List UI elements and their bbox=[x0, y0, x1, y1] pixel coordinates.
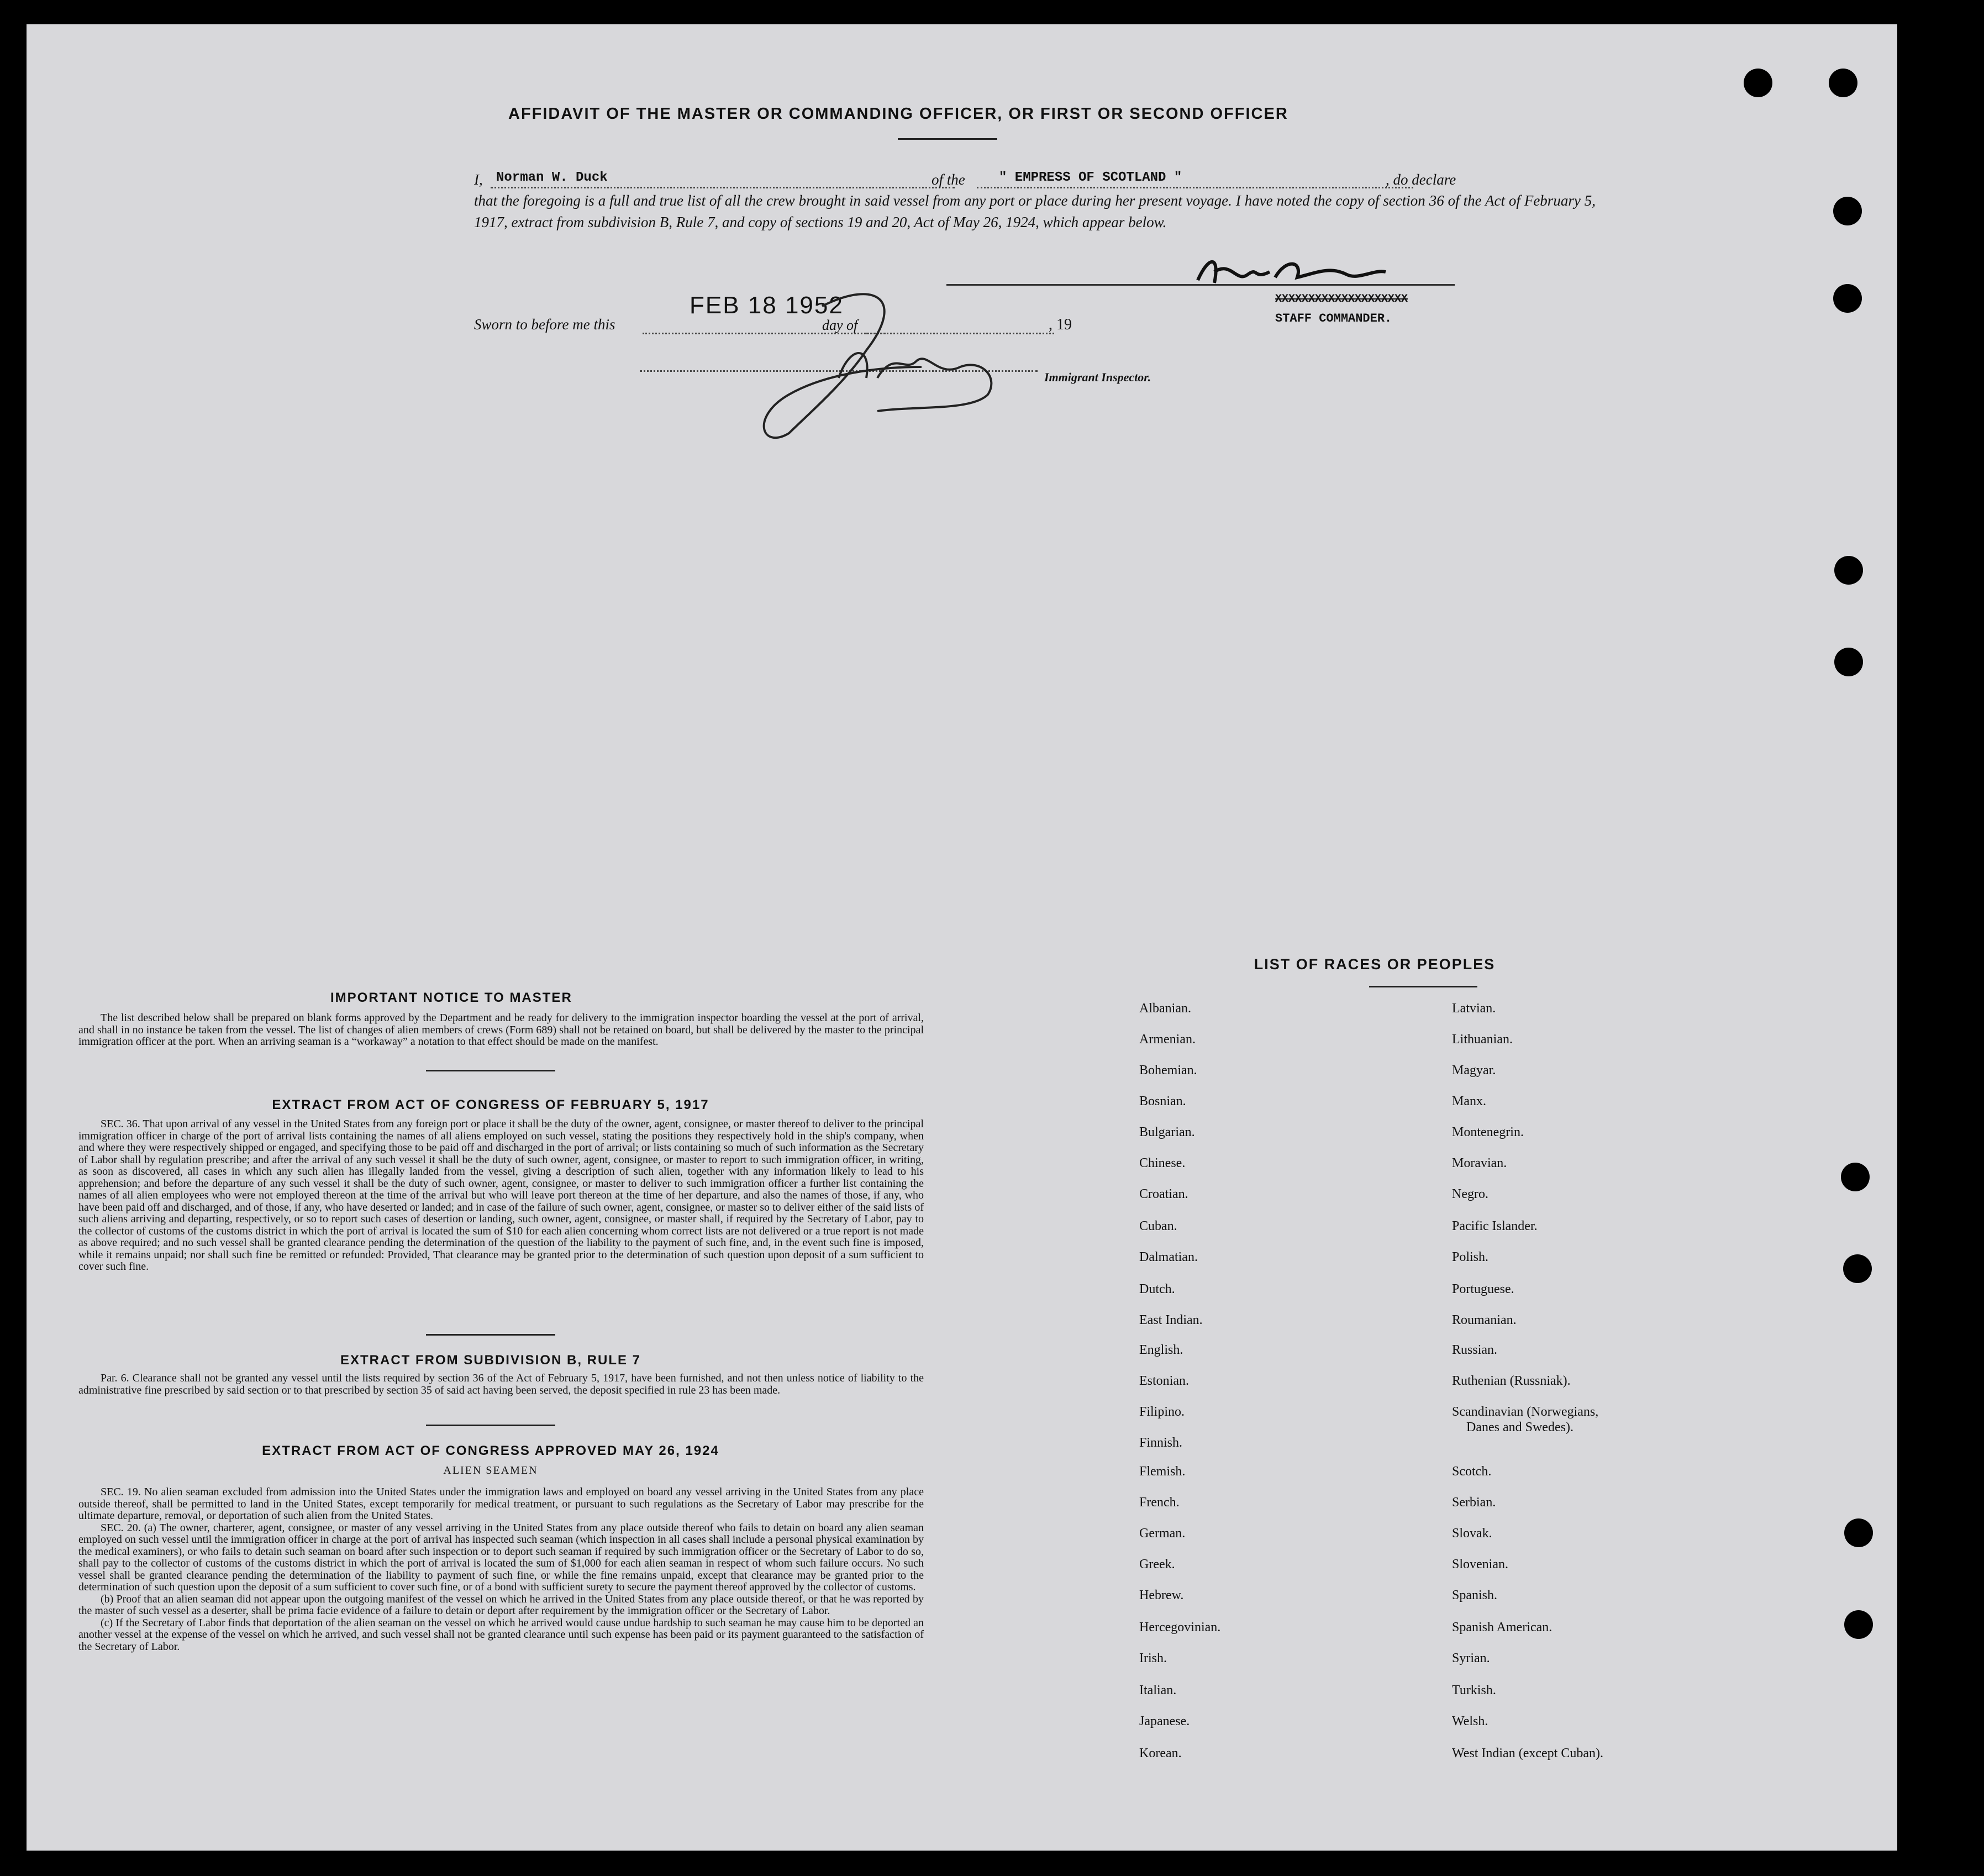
race-item: Bosnian. bbox=[1139, 1094, 1186, 1108]
sworn-prefix: Sworn to before me this bbox=[474, 316, 615, 333]
race-item: Armenian. bbox=[1139, 1032, 1196, 1047]
race-item: Magyar. bbox=[1452, 1063, 1496, 1078]
extract-1924-title: EXTRACT FROM ACT OF CONGRESS APPROVED MAY 26, 1924 bbox=[262, 1443, 719, 1458]
race-item: Ruthenian (Russniak). bbox=[1452, 1374, 1571, 1388]
inspector-signature bbox=[739, 284, 1027, 450]
binder-hole bbox=[1833, 197, 1862, 225]
race-item: Spanish American. bbox=[1452, 1620, 1553, 1635]
race-item: Bulgarian. bbox=[1139, 1125, 1195, 1139]
race-item: Welsh. bbox=[1452, 1714, 1488, 1728]
affidavit-title: AFFIDAVIT OF THE MASTER OR COMMANDING OFFICER, OR FIRST OR SECOND OFFICER bbox=[508, 105, 1288, 123]
race-item: Montenegrin. bbox=[1452, 1125, 1524, 1139]
binder-hole bbox=[1744, 69, 1772, 97]
race-item: Filipino. bbox=[1139, 1405, 1185, 1419]
race-item: Croatian. bbox=[1139, 1187, 1188, 1201]
race-item: Spanish. bbox=[1452, 1588, 1498, 1602]
race-item: Chinese. bbox=[1139, 1156, 1186, 1170]
binder-hole bbox=[1844, 1610, 1873, 1639]
race-item: Scotch. bbox=[1452, 1464, 1492, 1479]
sec20b-paragraph: (b) Proof that an alien seaman did not appear upon the outgoing manifest of the vessel on which he arrived in the United States from any place outside thereof, or that he was reported by the master of such vessel as a deserter, shall be prima facie evidence of a failure to detain or deport after requirement by the immigration officer or the Secretary of Labor. bbox=[78, 1593, 924, 1617]
race-item: Lithuanian. bbox=[1452, 1032, 1513, 1047]
notice-text bbox=[78, 1012, 924, 1048]
officer-title: STAFF COMMANDER. bbox=[1275, 312, 1392, 325]
rule7-title: EXTRACT FROM SUBDIVISION B, RULE 7 bbox=[340, 1353, 641, 1368]
affidavit-line1-mid: of the bbox=[932, 171, 965, 188]
race-item: Cuban. bbox=[1139, 1219, 1177, 1233]
sec19-paragraph: SEC. 19. No alien seaman excluded from admission into the United States under the immigration laws and employed on board any vessel arriving in the United States from any place outside thereof, shall be permitted to land in the United States, except temporarily for medical treatment, or pursuant to such regulations as the Secretary of Labor may prescribe for the ultimate departure, removal, or deportation of such alien from the United States. bbox=[78, 1486, 924, 1522]
race-item: Syrian. bbox=[1452, 1651, 1490, 1665]
binder-hole bbox=[1844, 1518, 1873, 1547]
race-item: French. bbox=[1139, 1495, 1180, 1510]
race-item: Finnish. bbox=[1139, 1436, 1183, 1450]
race-item: Hercegovinian. bbox=[1139, 1620, 1221, 1635]
race-item: Greek. bbox=[1139, 1557, 1175, 1572]
extract-1917-text bbox=[78, 1118, 924, 1273]
sec20c-paragraph: (c) If the Secretary of Labor finds that deportation of the alien seaman on the vessel on which he arrived would cause undue hardship to such seaman he may cause him to be deported an another vessel at the expense of the vessel on which he arrived, and such vessel shall not be granted clearance until such expense has been paid or its payment guaranteed to the satisfaction of the Secretary of Labor. bbox=[78, 1616, 924, 1653]
binder-hole bbox=[1843, 1254, 1872, 1283]
race-item: East Indian. bbox=[1139, 1313, 1203, 1327]
race-item: Slovenian. bbox=[1452, 1557, 1508, 1572]
master-signature bbox=[1192, 250, 1391, 294]
notice-paragraph: The list described below shall be prepared on blank forms approved by the Department and be ready for delivery to the immigration inspector boarding the vessel at the port of arrival, and shall in no instance be taken from the vessel. The list of changes of alien members of crews (Form 689) shall not be retained on board, but shall be delivered by the master to the principal immigration officer at the port. When an arriving seaman is a “workaway” a notation to that effect should be made on the manifest. bbox=[78, 1012, 924, 1048]
race-item: English. bbox=[1139, 1343, 1183, 1357]
binder-hole bbox=[1834, 648, 1863, 676]
race-item: Dutch. bbox=[1139, 1282, 1175, 1296]
race-item: Scandinavian (Norwegians, bbox=[1452, 1405, 1599, 1419]
race-item: Italian. bbox=[1139, 1683, 1177, 1698]
race-item: Slovak. bbox=[1452, 1526, 1492, 1541]
race-item: Dalmatian. bbox=[1139, 1250, 1198, 1264]
extract-1917-paragraph: SEC. 36. That upon arrival of any vessel in the United States from any foreign port or place it shall be the duty of the owner, agent, consignee, or master thereof to deliver to the principal immigration officer in charge of the port of arrival lists containing the names of all aliens employed on such vessel, stating the positions they respectively hold in the ship's company, when and where they were respectively shipped or engaged, and specifying those to be paid off and discharged in the port of arrival; or lists containing so much of such information as the Secretary of Labor shall by regulation prescribe; and after the arrival of any such vessel it shall be the duty of such owner, agent, consignee, or master to report to such immigration officer, in writing, as soon as discovered, all cases in which any such alien has illegally landed from the vessel, giving a description of such alien, together with any information likely to lead to his apprehension; and before the departure of any such vessel it shall be the duty of such owner, agent, consignee, or master to deliver to such immigration officer a further list containing the names of all alien employees who were not employed thereon at the time of the arrival but who will leave port thereon at the time of her departure, and also the names of those, if any, who have been paid off and discharged, and of those, if any, who have deserted or landed; and in case of the failure of such owner, agent, consignee, or master so to deliver either of the said lists of such aliens arriving and departing, respectively, or so to report such cases of desertion or landing, such owner, agent, consignee, or master shall, if required by the Secretary of Labor, pay to the collector of customs of the customs district in which the port of arrival is located the sum of $10 for each alien concerning whom correct lists are not delivered or a true report is not made as above required; and no such vessel shall be granted clearance pending the determination of the question of the liability to the payment of such fine, and, in the event such fine is imposed, while it remains unpaid; nor shall such fine be remitted or refunded: Provided, That clearance may be granted prior to the determination of such question upon deposit of a sum sufficient to cover such fine. bbox=[78, 1118, 924, 1273]
title-underline bbox=[898, 138, 997, 140]
race-item: Negro. bbox=[1452, 1187, 1488, 1201]
race-item: Estonian. bbox=[1139, 1374, 1189, 1388]
master-name: Norman W. Duck bbox=[496, 170, 608, 185]
sworn-day-of: day of bbox=[822, 317, 858, 333]
rule7-paragraph: Par. 6. Clearance shall not be granted any vessel until the lists required by section 36 of the Act of February 5, 1917, have been furnished, and not then unless notice of liability to the administrative fine prescribed by said section or to that prescribed by section 35 of said act having been served, the deposit specified in rule 23 has been made. bbox=[78, 1372, 924, 1396]
race-item: German. bbox=[1139, 1526, 1186, 1541]
race-item: Korean. bbox=[1139, 1746, 1182, 1761]
race-item: Serbian. bbox=[1452, 1495, 1496, 1510]
struck-title: XXXXXXXXXXXXXXXXXXXX bbox=[1275, 293, 1408, 306]
race-item: Manx. bbox=[1452, 1094, 1486, 1108]
race-item: Albanian. bbox=[1139, 1001, 1191, 1016]
race-item: Moravian. bbox=[1452, 1156, 1507, 1170]
document-page bbox=[27, 24, 1897, 1851]
race-item: Roumanian. bbox=[1452, 1313, 1517, 1327]
extract-1924-text bbox=[78, 1486, 924, 1653]
vessel-name: " EMPRESS OF SCOTLAND " bbox=[999, 170, 1182, 185]
binder-hole bbox=[1841, 1163, 1870, 1191]
race-item: Hebrew. bbox=[1139, 1588, 1184, 1602]
race-item: Irish. bbox=[1139, 1651, 1167, 1665]
race-item: Bohemian. bbox=[1139, 1063, 1197, 1078]
sworn-year: , 19 bbox=[1049, 316, 1072, 333]
inspector-label: Immigrant Inspector. bbox=[1044, 370, 1151, 384]
binder-hole bbox=[1834, 556, 1863, 585]
race-item: Pacific Islander. bbox=[1452, 1219, 1538, 1233]
alien-seamen-subtitle: ALIEN SEAMEN bbox=[443, 1464, 538, 1476]
race-item: Latvian. bbox=[1452, 1001, 1496, 1016]
sec20a-paragraph: SEC. 20. (a) The owner, charterer, agent, consignee, or master of any vessel arriving in the United States from any place outside thereof who fails to detain on board any alien seaman employed on such vessel until the immigration officer in charge at the port of arrival has inspected such seaman (which inspection in all cases shall include a personal physical examination by the medical examiners), or who fails to detain such seaman on board after such inspection or to deport such seaman if required by such immigration officer or the Secretary of Labor to do so, shall pay to the collector of customs of the customs district in which the port of arrival is located the sum of $1,000 for each alien seaman in respect of whom such failure occurs. No such vessel shall be granted clearance pending the determination of the liability to payment of such fine, or while the fine remains unpaid, except that clearance may be granted prior to the determination of such question upon the deposit of a sum sufficient to cover such fine, or of a bond with sufficient surety to secure the payment thereof approved by the collector of customs. bbox=[78, 1521, 924, 1593]
race-item: Japanese. bbox=[1139, 1714, 1190, 1728]
race-item: Polish. bbox=[1452, 1250, 1489, 1264]
binder-hole bbox=[1833, 284, 1862, 313]
races-title: LIST OF RACES OR PEOPLES bbox=[1254, 956, 1496, 973]
affidavit-body: that the foregoing is a full and true list of all the crew brought in said vessel from any port or place during her present voyage. I have noted the copy of section 36 of the Act of February 5, 1917, extract from subdivision B, Rule 7, and copy of sections 19 and 20, Act of May 26, 1924, which appear below. bbox=[474, 192, 1596, 230]
sworn-date-stamp: FEB 18 1952 bbox=[690, 292, 844, 319]
notice-title: IMPORTANT NOTICE TO MASTER bbox=[330, 990, 572, 1005]
binder-hole bbox=[1829, 69, 1857, 97]
race-item: Russian. bbox=[1452, 1343, 1498, 1357]
race-item: Turkish. bbox=[1452, 1683, 1496, 1698]
extract-1917-title: EXTRACT FROM ACT OF CONGRESS OF FEBRUARY 5, 1917 bbox=[272, 1097, 709, 1112]
race-item: West Indian (except Cuban). bbox=[1452, 1746, 1603, 1761]
affidavit-line1-suffix: , do declare bbox=[1386, 171, 1456, 188]
rule7-text bbox=[78, 1373, 924, 1396]
race-item: Portuguese. bbox=[1452, 1282, 1514, 1296]
race-item-continuation: Danes and Swedes). bbox=[1466, 1420, 1573, 1434]
affidavit-line1-prefix: I, bbox=[474, 171, 483, 188]
race-item: Flemish. bbox=[1139, 1464, 1186, 1479]
